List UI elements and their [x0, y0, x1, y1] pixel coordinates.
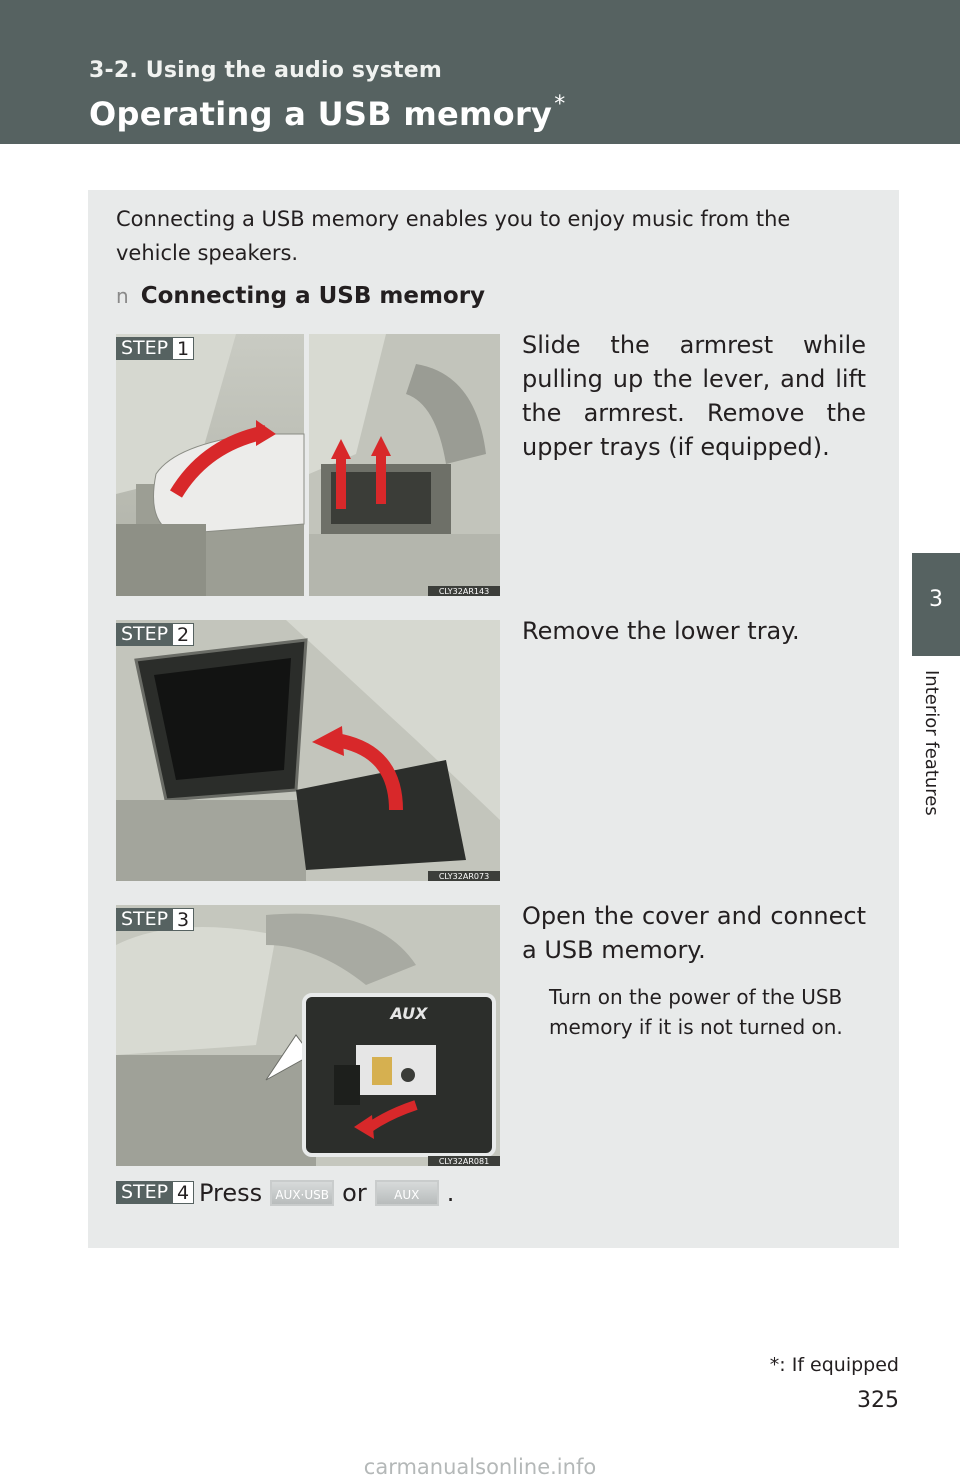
period: .	[446, 1179, 455, 1207]
step3-text: Open the cover and connect a USB memory.	[522, 902, 866, 964]
chapter-number: 3	[929, 587, 943, 612]
step3-badge-number: 3	[172, 908, 194, 931]
step1-badge	[116, 337, 194, 360]
step3-badge	[116, 908, 194, 931]
step1-badge-number: 1	[172, 337, 194, 360]
chapter-label	[916, 670, 946, 830]
aux-jack	[401, 1068, 415, 1082]
step3-note: Turn on the power of the USB memory if it is not turned on.	[549, 985, 843, 1039]
step4-badge-number: 4	[172, 1181, 194, 1204]
wood-trim-2	[116, 800, 306, 881]
step2-badge-label: STEP	[116, 623, 172, 646]
step2-text: Remove the lower tray.	[522, 617, 800, 645]
chapter-label-text: Interior features	[921, 670, 942, 816]
step4-instruction	[199, 1176, 454, 1210]
step2-badge-number: 2	[172, 623, 194, 646]
console-3	[116, 1055, 316, 1166]
usb-stick	[334, 1065, 360, 1105]
step1-text: Slide the armrest while pulling up the lever, and lift the armrest. Remove the upper trays (if equipped).	[522, 331, 866, 461]
footnote: *: If equipped	[769, 1354, 899, 1376]
step2-svg	[116, 620, 500, 881]
step2-illustration	[116, 620, 500, 881]
lower-tray-inside	[154, 658, 291, 780]
step2-image-code: CLY32AR073	[438, 872, 490, 881]
section-label: 3-2. Using the audio system	[89, 58, 442, 83]
usb-port	[372, 1057, 392, 1085]
step1-illustration	[116, 334, 500, 596]
step1-image-code: CLY32AR143	[438, 587, 490, 596]
wood-trim	[116, 524, 206, 596]
step3-badge-label: STEP	[116, 908, 172, 931]
step3-illustration	[116, 905, 500, 1166]
step1-svg	[116, 334, 500, 596]
step1-badge-label: STEP	[116, 337, 172, 360]
seat-cushion	[116, 927, 276, 1055]
step3-image-code: CLY32AR081	[438, 1157, 490, 1166]
inset-aux-label: AUX	[390, 1004, 428, 1023]
usb-cover	[356, 1045, 436, 1095]
watermark: carmanualsonline.info	[363, 1455, 597, 1479]
aux-key-icon: AUX	[375, 1180, 439, 1206]
step2-badge	[116, 623, 194, 646]
page-number: 325	[857, 1388, 899, 1413]
step3-svg	[116, 905, 500, 1166]
chapter-tab	[912, 553, 960, 656]
if-equipped-mark: *	[554, 92, 566, 117]
press-word: Press	[199, 1179, 263, 1207]
step4-badge	[116, 1181, 194, 1204]
step4-badge-label: STEP	[116, 1181, 172, 1204]
aux-usb-key-icon: AUX·USB	[270, 1180, 334, 1206]
page-title-text: Operating a USB memory	[89, 95, 553, 133]
page-title	[89, 92, 566, 133]
bullet-icon: n	[116, 284, 129, 308]
or-word: or	[342, 1179, 367, 1207]
intro-text: Connecting a USB memory enables you to enjoy music from the vehicle speakers.	[116, 207, 791, 265]
subheading	[116, 283, 485, 309]
subheading-text: Connecting a USB memory	[140, 283, 486, 309]
